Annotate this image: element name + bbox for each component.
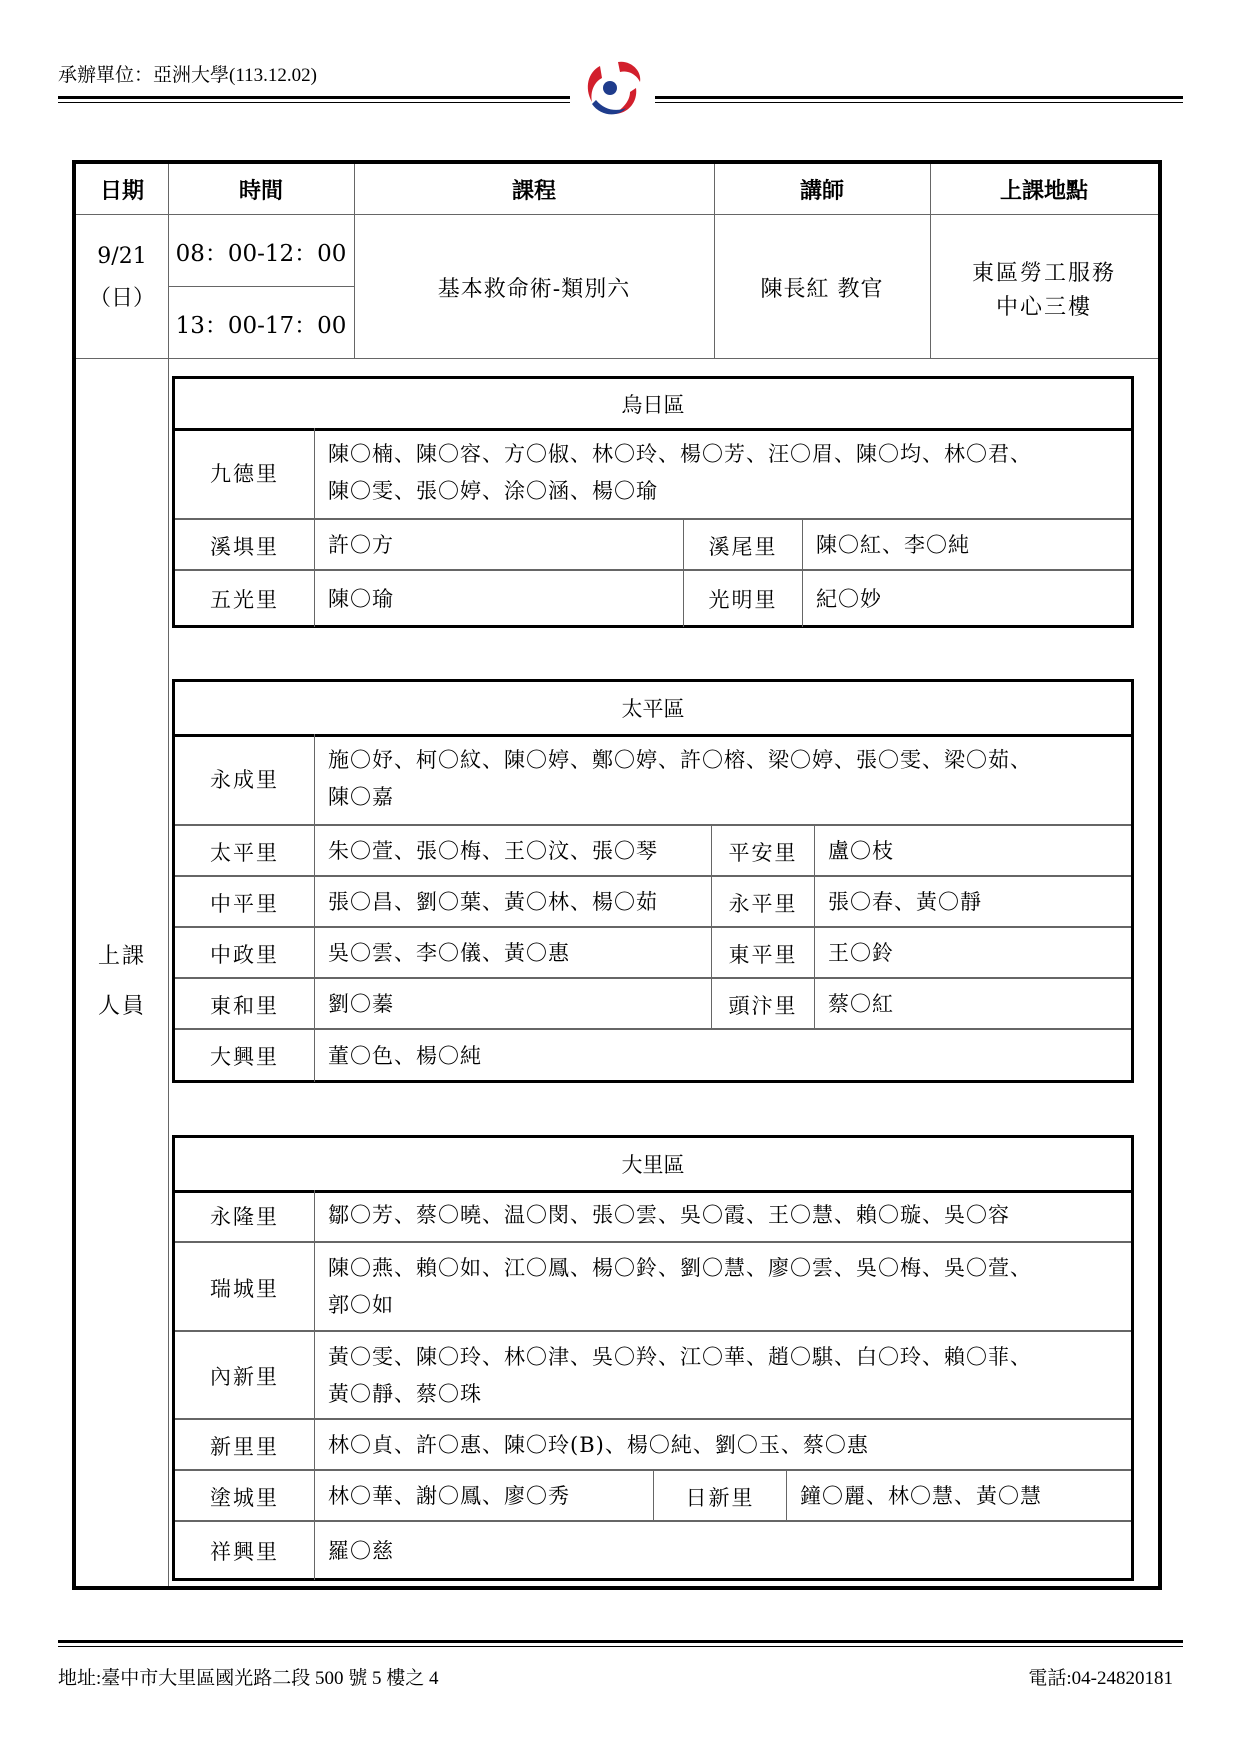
village-residents: 郭〇如 bbox=[328, 1293, 394, 1317]
village-name: 中政里 bbox=[175, 928, 315, 979]
list-item bbox=[175, 1469, 1131, 1522]
village-residents: 施〇妤、柯〇紋、陳〇婷、鄭〇婷、許〇榕、梁〇婷、張〇雯、梁〇茹、 bbox=[328, 748, 1032, 772]
village-residents: 羅〇慈 bbox=[328, 1538, 394, 1563]
date-value: 9/21 bbox=[97, 243, 147, 269]
village-residents: 許〇方 bbox=[328, 533, 394, 557]
date-weekday: （日） bbox=[88, 285, 155, 311]
district-name: 烏日區 bbox=[175, 379, 1131, 431]
village-residents: 陳〇瑜 bbox=[328, 586, 394, 611]
schedule-table bbox=[72, 160, 1162, 1590]
footer-address: 地址:臺中市大里區國光路二段 500 號 5 樓之 4 bbox=[58, 1668, 439, 1689]
village-name: 永隆里 bbox=[175, 1190, 315, 1241]
village-name: 新里里 bbox=[175, 1420, 315, 1471]
time-afternoon: 13：00-17：00 bbox=[175, 312, 347, 339]
village-name: 平安里 bbox=[711, 826, 815, 877]
header-date: 日期 bbox=[99, 177, 144, 204]
attendees-label-line2: 人員 bbox=[97, 993, 146, 1019]
list-item bbox=[175, 977, 1131, 1030]
village-residents: 陳〇紅、李〇純 bbox=[816, 533, 970, 557]
district-dali-table bbox=[172, 1135, 1134, 1581]
village-residents: 張〇春、黃〇靜 bbox=[828, 890, 982, 914]
village-residents: 董〇色、楊〇純 bbox=[328, 1043, 482, 1068]
list-item bbox=[175, 1028, 1131, 1082]
village-residents: 劉〇蓁 bbox=[328, 992, 394, 1016]
list-item bbox=[175, 734, 1131, 824]
header-rule-right bbox=[655, 96, 1183, 103]
village-residents: 黃〇雯、陳〇玲、林〇津、吳〇羚、江〇華、趙〇騏、白〇玲、賴〇菲、 bbox=[328, 1345, 1032, 1369]
list-item bbox=[175, 875, 1131, 928]
header-time: 時間 bbox=[238, 177, 283, 204]
village-residents: 吳〇雲、李〇儀、黃〇惠 bbox=[328, 941, 570, 965]
footer-rule bbox=[58, 1640, 1183, 1643]
village-name: 頭汴里 bbox=[711, 979, 815, 1030]
list-item bbox=[175, 1330, 1131, 1420]
district-name: 太平區 bbox=[175, 682, 1131, 737]
header-teacher: 講師 bbox=[799, 177, 844, 204]
village-residents: 林〇華、謝〇鳳、廖〇秀 bbox=[328, 1484, 570, 1508]
village-residents: 王〇鈴 bbox=[828, 941, 894, 965]
village-name: 塗城里 bbox=[175, 1471, 315, 1522]
attendees-label-line1: 上課 bbox=[97, 943, 146, 969]
district-wuri-table bbox=[172, 376, 1134, 628]
village-residents: 黃〇靜、蔡〇珠 bbox=[328, 1382, 482, 1406]
village-residents: 紀〇妙 bbox=[816, 586, 882, 611]
time-morning: 08：00-12：00 bbox=[175, 240, 347, 267]
list-item bbox=[175, 569, 1131, 627]
list-item bbox=[175, 1241, 1131, 1332]
location-line1: 東區勞工服務 bbox=[971, 260, 1116, 286]
header-location: 上課地點 bbox=[999, 177, 1088, 204]
teacher-name: 陳長紅 教官 bbox=[760, 276, 884, 302]
location-line2: 中心三樓 bbox=[995, 294, 1092, 320]
list-item bbox=[175, 428, 1131, 518]
village-residents: 盧〇枝 bbox=[828, 839, 894, 863]
list-item bbox=[175, 1520, 1131, 1580]
list-item bbox=[175, 926, 1131, 979]
village-residents: 陳〇嘉 bbox=[328, 785, 394, 809]
village-name: 九德里 bbox=[175, 428, 315, 518]
village-name: 永成里 bbox=[175, 734, 315, 824]
list-item bbox=[175, 518, 1131, 571]
village-residents: 陳〇雯、張〇婷、涂〇涵、楊〇瑜 bbox=[328, 479, 658, 503]
village-residents: 陳〇楠、陳〇容、方〇俶、林〇玲、楊〇芳、汪〇眉、陳〇均、林〇君、 bbox=[328, 442, 1032, 466]
header-course: 課程 bbox=[511, 177, 556, 204]
village-residents: 鄒〇芳、蔡〇曉、温〇閔、張〇雲、吳〇霞、王〇慧、賴〇璇、吳〇容 bbox=[328, 1203, 1010, 1227]
village-name: 祥興里 bbox=[175, 1522, 315, 1580]
list-item bbox=[175, 1418, 1131, 1471]
list-item bbox=[175, 1190, 1131, 1241]
header-rule-left bbox=[58, 96, 570, 103]
university-logo-icon bbox=[580, 58, 646, 118]
village-residents: 陳〇燕、賴〇如、江〇鳳、楊〇鈴、劉〇慧、廖〇雲、吳〇梅、吳〇萱、 bbox=[328, 1256, 1032, 1280]
village-residents: 蔡〇紅 bbox=[828, 992, 894, 1016]
village-residents: 林〇貞、許〇惠、陳〇玲(B)、楊〇純、劉〇玉、蔡〇惠 bbox=[328, 1433, 869, 1457]
village-name: 東和里 bbox=[175, 979, 315, 1030]
district-name: 大里區 bbox=[175, 1138, 1131, 1193]
village-name: 大興里 bbox=[175, 1030, 315, 1082]
district-taiping-table bbox=[172, 679, 1134, 1083]
village-residents: 朱〇萱、張〇梅、王〇汶、張〇琴 bbox=[328, 839, 658, 863]
village-name: 內新里 bbox=[175, 1332, 315, 1420]
village-name: 中平里 bbox=[175, 877, 315, 928]
village-name: 東平里 bbox=[711, 928, 815, 979]
course-name: 基本救命術-類別六 bbox=[437, 276, 631, 302]
village-name: 溪尾里 bbox=[683, 520, 803, 571]
village-name: 永平里 bbox=[711, 877, 815, 928]
village-name: 溪埧里 bbox=[175, 520, 315, 571]
village-name: 光明里 bbox=[683, 571, 803, 627]
village-residents: 鐘〇麗、林〇慧、黃〇慧 bbox=[800, 1484, 1042, 1508]
list-item bbox=[175, 824, 1131, 877]
village-residents: 張〇昌、劉〇葉、黃〇林、楊〇茹 bbox=[328, 890, 658, 914]
footer-phone: 電話:04-24820181 bbox=[1028, 1668, 1173, 1689]
village-name: 五光里 bbox=[175, 571, 315, 627]
organizer-text: 承辦單位：亞洲大學(113.12.02) bbox=[58, 65, 317, 86]
village-name: 太平里 bbox=[175, 826, 315, 877]
village-name: 瑞城里 bbox=[175, 1243, 315, 1332]
village-name: 日新里 bbox=[653, 1471, 787, 1522]
